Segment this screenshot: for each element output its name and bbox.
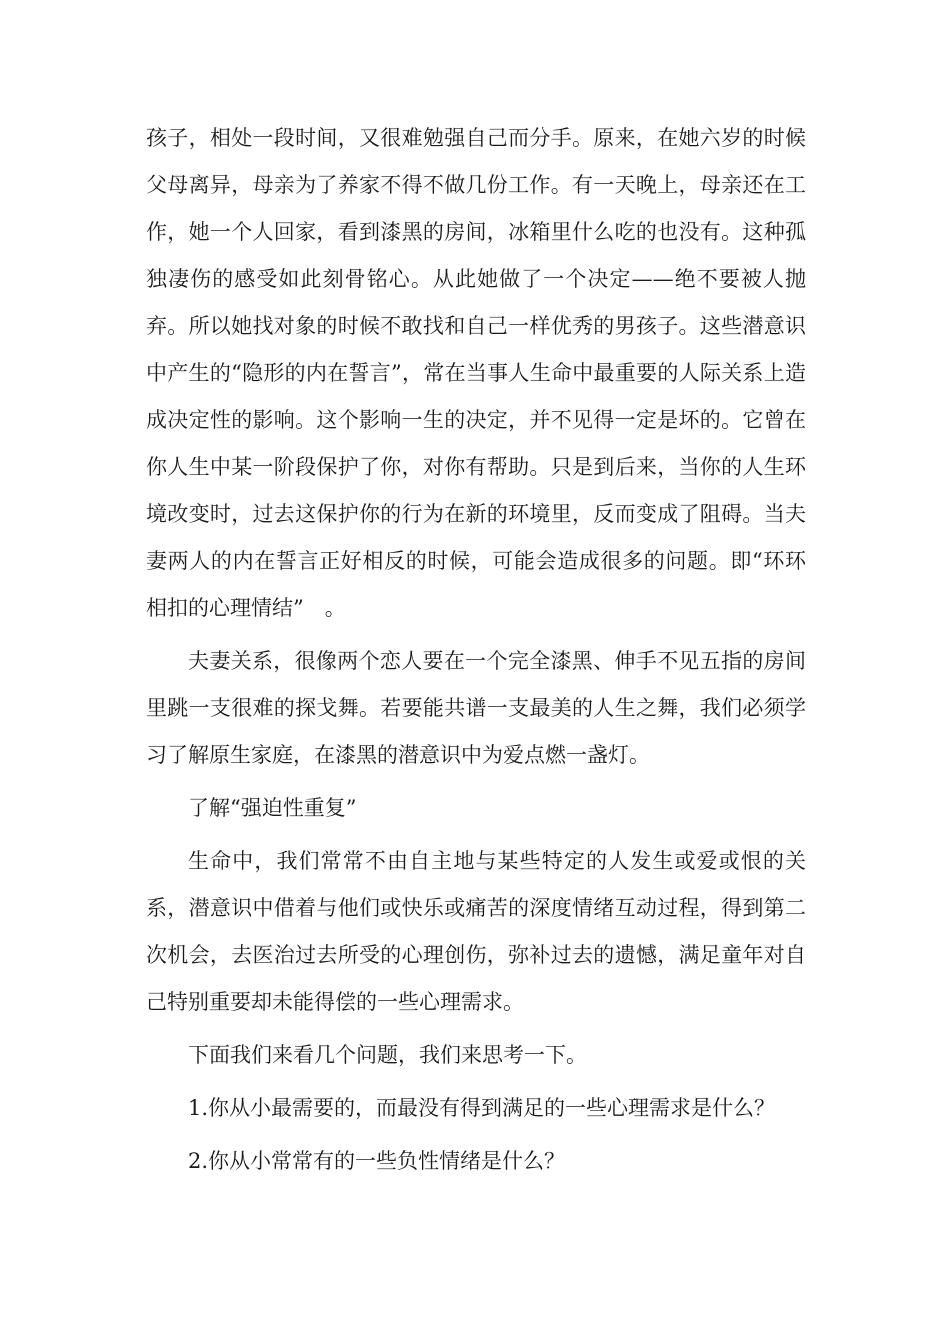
paragraph-tango-metaphor: 夫妻关系，很像两个恋人要在一个完全漆黑、伸手不见五指的房间里跳一支很难的探戈舞。若要能共谱一支最美的人生之舞，我们必须学习了解原生家庭，在漆黑的潜意识中为爱点燃一盏灯。 [146, 649, 806, 767]
paragraph-compulsive-repetition: 生命中，我们常常不由自主地与某些特定的人发生或爱或恨的关系，潜意识中借着与他们或快乐或痛苦的深度情绪互动过程，得到第二次机会，去医治过去所受的心理创伤，弥补过去的遗憾，满足童年对自己特别重要却未能得偿的一些心理需求。 [146, 849, 806, 1014]
question-item-1: 1.你从小最需要的，而最没有得到满足的一些心理需求是什么？ [188, 1096, 776, 1120]
paragraph-inner-vow: 孩子，相处一段时间，又很难勉强自己而分手。原来，在她六岁的时候父母离异，母亲为了养家不得不做几份工作。有一天晚上，母亲还在工作，她一个人回家，看到漆黑的房间，冰箱里什么吃的也没有。这种孤独凄伤的感受如此刻骨铭心。从此她做了一个决定——绝不要被人抛弃。所以她找对象的时候不敢找和自己一样优秀的男孩子。这些潜意识中产生的“隐形的内在誓言”，常在当事人生命中最重要的人际关系上造成决定性的影响。这个影响一生的决定，并不见得一定是坏的。它曾在你人生中某一阶段保护了你，对你有帮助。只是到后来，当你的人生环境改变时，过去这保护你的行为在新的环境里，反而变成了阻碍。当夫妻两人的内在誓言正好相反的时候，可能会造成很多的问题。即“环环相扣的心理情结” 。 [146, 126, 806, 620]
question-item-2: 2.你从小常常有的一些负性情绪是什么？ [188, 1149, 566, 1173]
section-heading-compulsive-repetition: 了解“强迫性重复” [188, 796, 357, 820]
document-body [146, 115, 806, 1185]
paragraph-questions-intro: 下面我们来看几个问题，我们来思考一下。 [188, 1043, 587, 1067]
